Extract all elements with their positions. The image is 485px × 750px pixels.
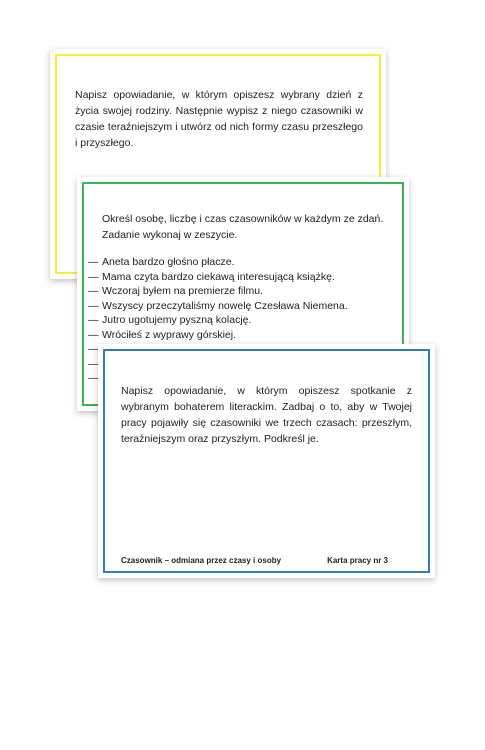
list-item: — bbox=[88, 372, 99, 384]
task-card-blue-frame bbox=[103, 349, 430, 573]
task-card-blue-text: Napisz opowiadanie, w którym opiszesz spotkanie z wybranym bohaterem literackim. Zadbaj o to, aby w Twojej pracy pojawiły się czasowniki we trzech czasach: przeszłym, teraźniejszym oraz przyszłym. Podkreśl je. bbox=[121, 385, 412, 445]
card-footer bbox=[121, 556, 388, 565]
list-item: — Wróciłeś z wyprawy górskiej. bbox=[88, 328, 237, 341]
task-card-blue bbox=[98, 344, 435, 578]
worksheet-title: Czasownik – odmiana przez czasy i osoby bbox=[121, 556, 282, 565]
worksheet-number: Karta pracy nr 3 bbox=[327, 556, 388, 565]
list-item: — bbox=[88, 357, 99, 370]
list-item: — Wczoraj byłem na premierze filmu. bbox=[88, 285, 264, 297]
list-item: — Wszyscy przeczytaliśmy nowelę Czesława Niemena. bbox=[88, 299, 348, 312]
task-card-green-instruction: Określ osobę, liczbę i czas czasowników w każdym ze zdań. Zadanie wykonaj w zeszycie. bbox=[102, 213, 384, 241]
list-item: — Jutro ugotujemy pyszną kolację. bbox=[88, 314, 252, 326]
list-item: — Aneta bardzo głośno płacze. bbox=[88, 256, 235, 268]
task-card-yellow-text: Napisz opowiadanie, w którym opiszesz wybrany dzień z życia swojej rodziny. Następnie wypisz z niego czasowniki w czasie teraźniejszym i utwórz od nich formy czasu przeszłego i przyszłego. bbox=[75, 89, 363, 149]
list-item: — Mama czyta bardzo ciekawą interesującą książkę. bbox=[88, 270, 335, 283]
list-item: — bbox=[88, 343, 99, 355]
